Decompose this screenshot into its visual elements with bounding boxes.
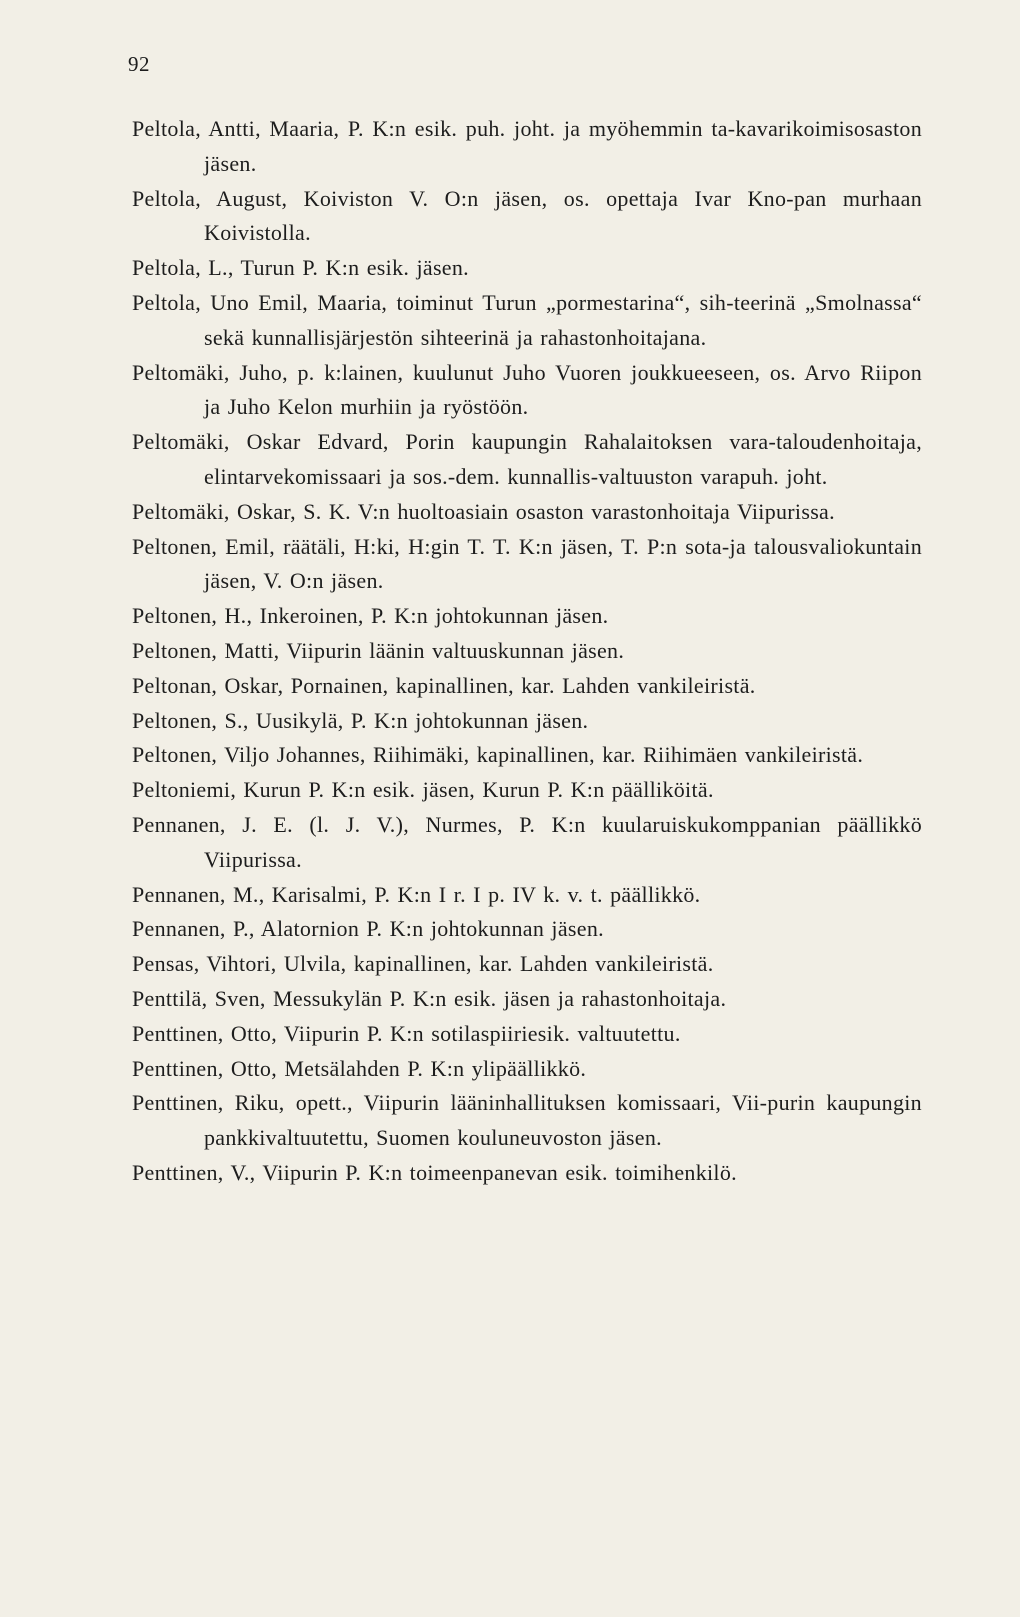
entry-peltonen-emil: Peltonen, Emil, räätäli, H:ki, H:gin T. T. K:n jäsen, T. P:n sota-ja talousvaliokuntain jäsen, V. O:n jäsen. <box>132 533 922 594</box>
entry-pennanen-m: Pennanen, M., Karisalmi, P. K:n I r. I p. IV k. v. t. päällikkö. <box>132 881 701 907</box>
entry-peltonan-oskar: Peltonan, Oskar, Pornainen, kapinallinen, kar. Lahden vankileiristä. <box>132 672 756 698</box>
entry-penttinen-otto-viipuri: Penttinen, Otto, Viipurin P. K:n sotilaspiiriesik. valtuutettu. <box>132 1020 681 1046</box>
entry-penttila-sven: Penttilä, Sven, Messukylän P. K:n esik. jäsen ja rahastonhoitaja. <box>132 985 727 1011</box>
entry-penttinen-v: Penttinen, V., Viipurin P. K:n toimeenpanevan esik. toimihenkilö. <box>132 1159 737 1185</box>
entry-peltola-august: Peltola, August, Koiviston V. O:n jäsen, os. opettaja Ivar Kno-pan murhaan Koivistolla. <box>132 185 922 246</box>
entry-pennanen-je: Pennanen, J. E. (l. J. V.), Nurmes, P. K:n kuularuiskukomppanian päällikkö Viipurissa. <box>132 811 922 872</box>
entry-peltonen-viljo: Peltonen, Viljo Johannes, Riihimäki, kapinallinen, kar. Riihimäen vankileiristä. <box>132 742 864 768</box>
entry-peltomaki-oskar-edvard: Peltomäki, Oskar Edvard, Porin kaupungin Rahalaitoksen vara-taloudenhoitaja, elintarvekomissaari ja sos.-dem. kunnallis-valtuuston varapuh. joht. <box>132 429 922 489</box>
entry-pensas-vihtori: Pensas, Vihtori, Ulvila, kapinallinen, kar. Lahden vankileiristä. <box>132 951 714 977</box>
entry-peltola-uno-emil: Peltola, Uno Emil, Maaria, toiminut Turun „pormestarina“, sih-teerinä „Smolnassa“ sekä kunnallisjärjestön sihteerinä ja rahastonhoitajana. <box>132 289 922 350</box>
entry-peltonen-matti: Peltonen, Matti, Viipurin läänin valtuuskunnan jäsen. <box>132 637 625 663</box>
entry-penttinen-riku: Penttinen, Riku, opett., Viipurin lääninhallituksen komissaari, Vii-purin kaupungin pankkivaltuutettu, Suomen kouluneuvoston jäsen. <box>132 1090 922 1151</box>
entry-peltomaki-oskar: Peltomäki, Oskar, S. K. V:n huoltoasiain osaston varastonhoitaja Viipurissa. <box>132 498 835 524</box>
entry-peltola-antti: Peltola, Antti, Maaria, P. K:n esik. puh. joht. ja myöhemmin ta-kavarikoimisosaston jäsen. <box>132 116 922 176</box>
entry-peltomaki-juho: Peltomäki, Juho, p. k:lainen, kuulunut Juho Vuoren joukkueeseen, os. Arvo Riipon ja Juho Kelon murhiin ja ryöstöön. <box>132 359 922 420</box>
entry-peltoniemi: Peltoniemi, Kurun P. K:n esik. jäsen, Kurun P. K:n päälliköitä. <box>132 777 714 803</box>
page-number: 92 <box>128 52 150 76</box>
entry-peltonen-s: Peltonen, S., Uusikylä, P. K:n johtokunnan jäsen. <box>132 707 589 733</box>
entry-pennanen-p: Pennanen, P., Alatornion P. K:n johtokunnan jäsen. <box>132 916 604 942</box>
entry-list <box>132 112 922 1191</box>
entry-peltonen-h: Peltonen, H., Inkeroinen, P. K:n johtokunnan jäsen. <box>132 603 609 629</box>
entry-peltola-l: Peltola, L., Turun P. K:n esik. jäsen. <box>132 255 469 281</box>
entry-penttinen-otto-metsalahti: Penttinen, Otto, Metsälahden P. K:n ylipäällikkö. <box>132 1055 587 1081</box>
